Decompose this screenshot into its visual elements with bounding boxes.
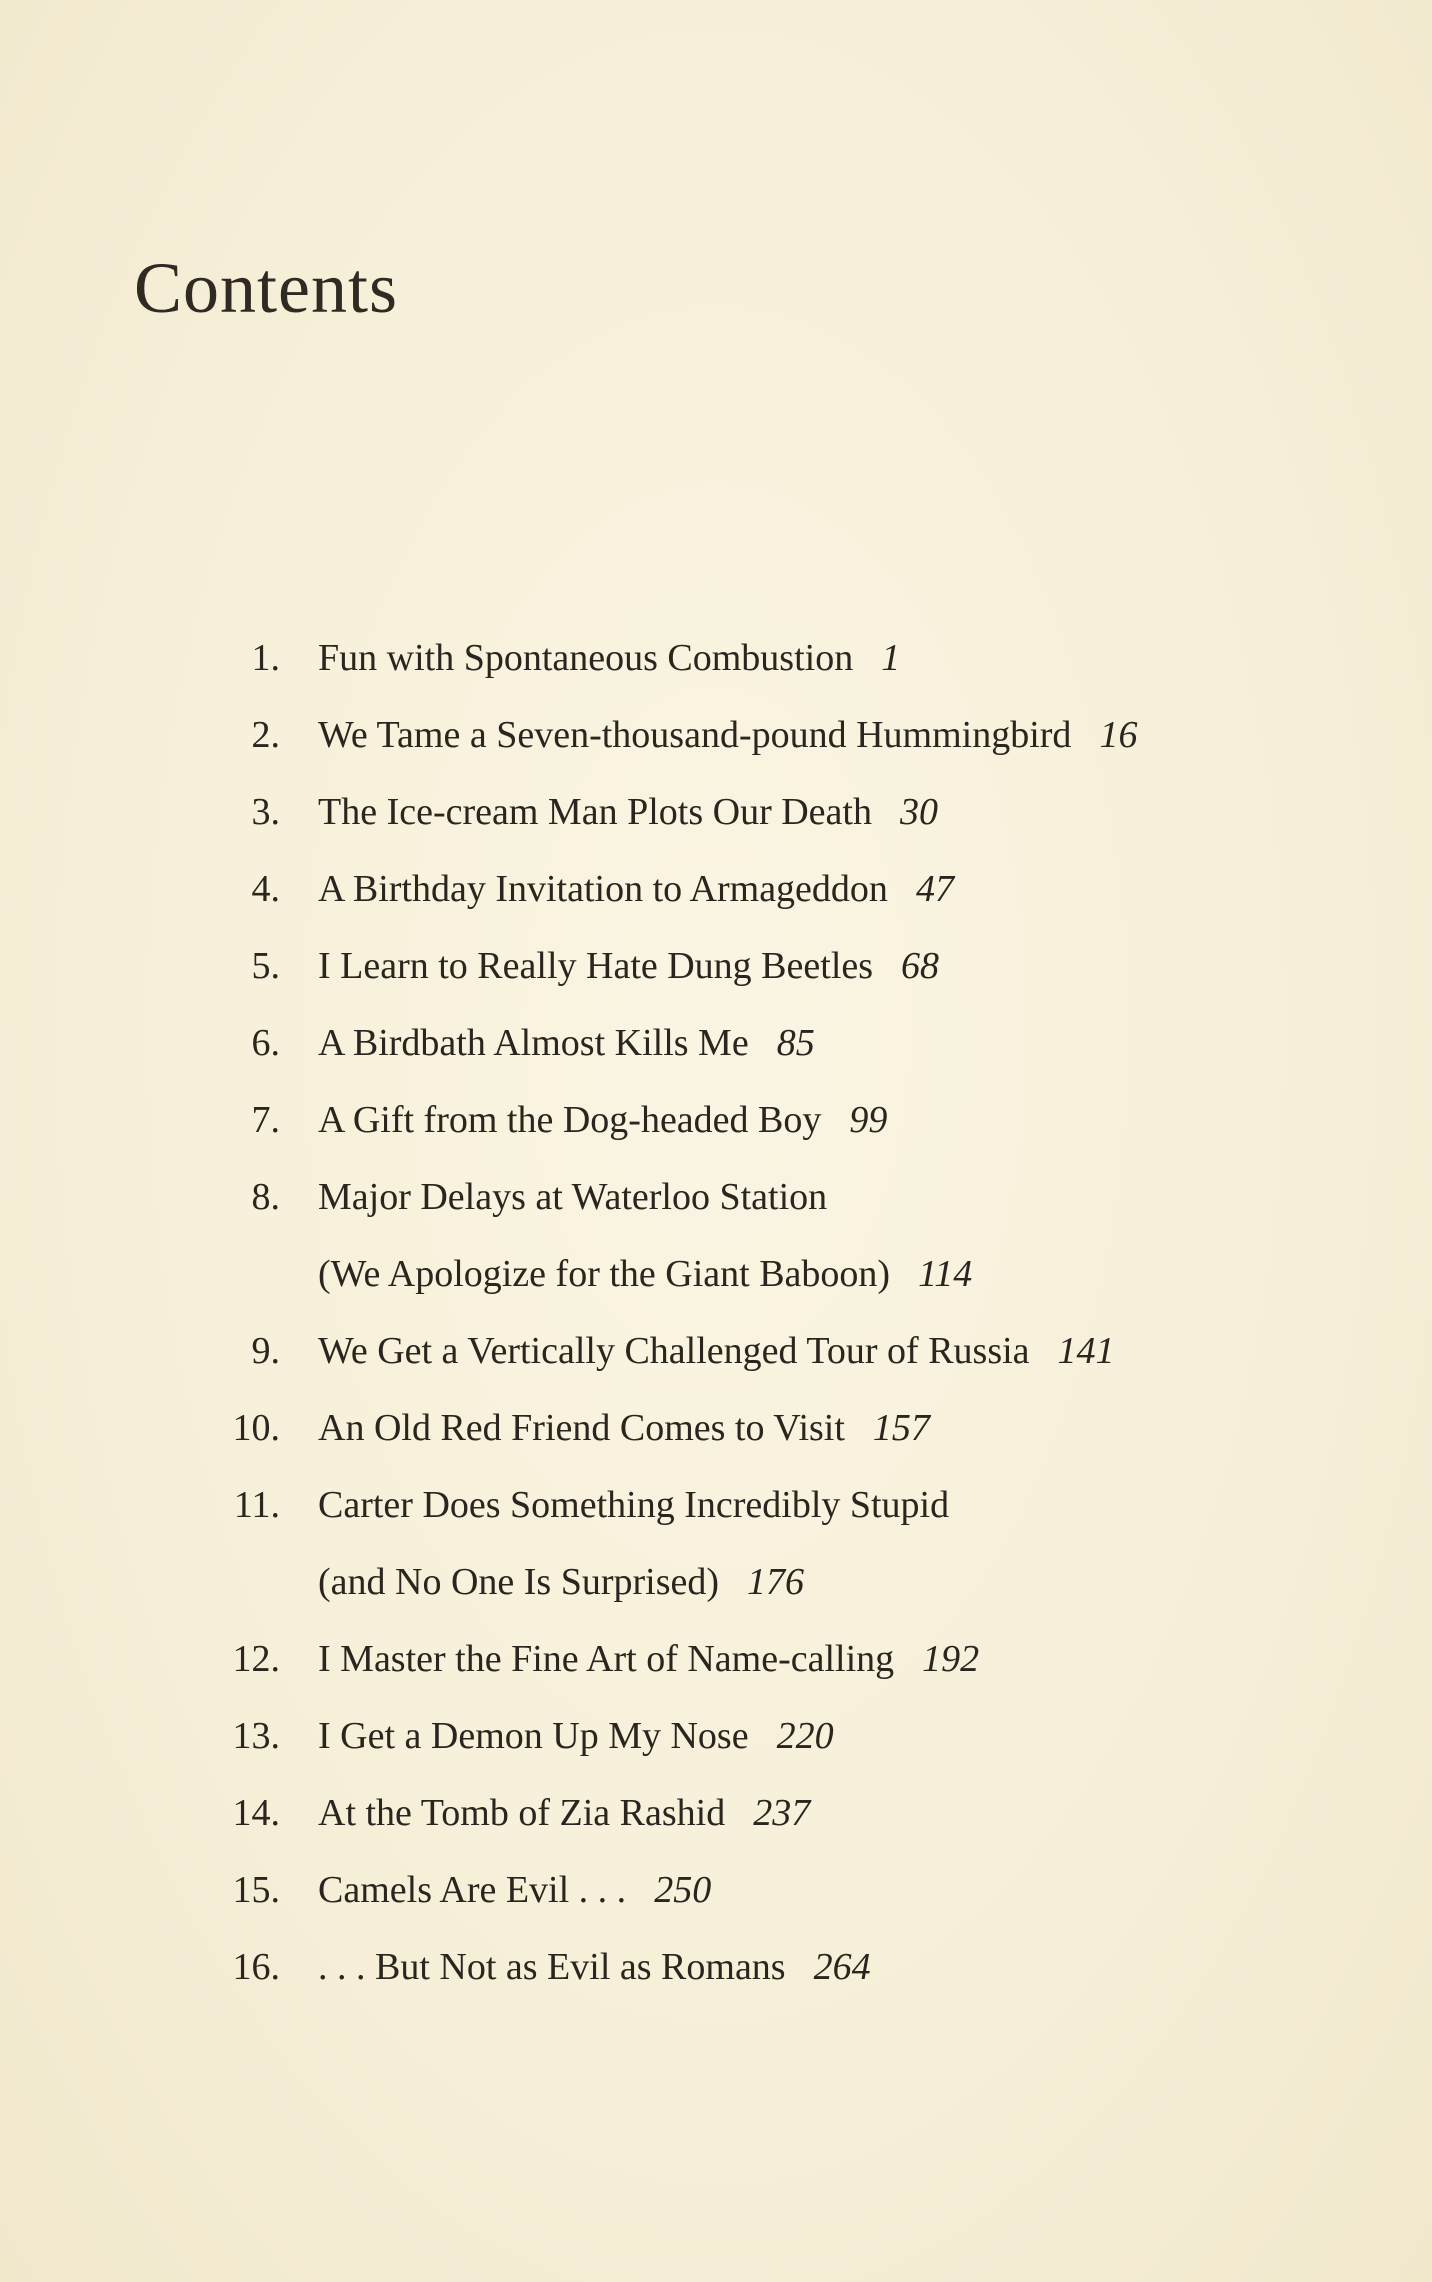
chapter-number: 15. (232, 1869, 280, 1911)
chapter-title (318, 1159, 827, 1236)
toc-line (0, 1390, 1432, 1467)
toc-entry (0, 1929, 1432, 2006)
chapter-title-text: The Ice-cream Man Plots Our Death (318, 791, 872, 833)
toc-line (0, 1159, 1432, 1236)
toc-line (0, 1929, 1432, 2006)
toc-line (0, 1698, 1432, 1775)
page-number: 30 (899, 791, 938, 833)
chapter-title-text: Camels Are Evil . . . (318, 1869, 627, 1911)
toc-line (0, 1005, 1432, 1082)
toc-entry (0, 851, 1432, 928)
toc-entry (0, 620, 1432, 697)
toc-line (0, 1236, 1432, 1313)
chapter-title (318, 1544, 804, 1621)
page-number: 264 (813, 1946, 871, 1988)
toc-line (0, 697, 1432, 774)
toc-entry (0, 697, 1432, 774)
chapter-number: 6. (251, 1022, 280, 1064)
page-number: 16 (1099, 714, 1138, 756)
chapter-number: 10. (232, 1407, 280, 1449)
chapter-title-text: We Get a Vertically Challenged Tour of Russia (318, 1330, 1030, 1372)
toc-line (0, 1082, 1432, 1159)
chapter-title (318, 774, 938, 851)
page-number: 237 (753, 1792, 811, 1834)
chapter-title-text: A Birdbath Almost Kills Me (318, 1022, 749, 1064)
page-number: 47 (915, 868, 954, 910)
chapter-number: 2. (251, 714, 280, 756)
chapter-title-text: (and No One Is Surprised) (318, 1561, 720, 1603)
page-number: 85 (776, 1022, 815, 1064)
page-number: 99 (849, 1099, 888, 1141)
page-title: Contents (134, 248, 399, 328)
chapter-title-text: Major Delays at Waterloo Station (318, 1176, 828, 1218)
chapter-title (318, 1467, 949, 1544)
chapter-title (318, 928, 939, 1005)
toc-line (0, 1467, 1432, 1544)
toc-line (0, 1852, 1432, 1929)
page-number: 157 (872, 1407, 930, 1449)
toc-entry (0, 1698, 1432, 1775)
toc-line (0, 1544, 1432, 1621)
chapter-title-text: Fun with Spontaneous Combustion (318, 637, 854, 679)
page-number: 250 (654, 1869, 712, 1911)
toc-line (0, 620, 1432, 697)
toc-entry (0, 1621, 1432, 1698)
chapter-title-text: Carter Does Something Incredibly Stupid (318, 1484, 950, 1526)
toc-entry (0, 1467, 1432, 1621)
chapter-number: 12. (232, 1638, 280, 1680)
toc-line (0, 928, 1432, 1005)
chapter-number: 3. (251, 791, 280, 833)
chapter-title-text: (We Apologize for the Giant Baboon) (318, 1253, 891, 1295)
chapter-title (318, 1390, 930, 1467)
chapter-title-text: A Birthday Invitation to Armageddon (318, 868, 888, 910)
chapter-number: 13. (232, 1715, 280, 1757)
toc-entry (0, 1159, 1432, 1313)
chapter-title-text: At the Tomb of Zia Rashid (318, 1792, 726, 1834)
page-number: 68 (901, 945, 940, 987)
chapter-number: 11. (233, 1484, 280, 1526)
toc-entry (0, 1082, 1432, 1159)
page-number: 176 (747, 1561, 805, 1603)
chapter-title (318, 1621, 979, 1698)
toc-line (0, 1775, 1432, 1852)
chapter-title (318, 620, 900, 697)
chapter-title-text: I Get a Demon Up My Nose (318, 1715, 749, 1757)
toc-entry (0, 928, 1432, 1005)
chapter-title-text: A Gift from the Dog-headed Boy (318, 1099, 822, 1141)
chapter-title (318, 1005, 815, 1082)
toc-entry (0, 1390, 1432, 1467)
chapter-title (318, 697, 1137, 774)
toc-line (0, 851, 1432, 928)
toc-entry (0, 1313, 1432, 1390)
chapter-title-text: . . . But Not as Evil as Romans (318, 1946, 786, 1988)
chapter-number: 1. (251, 637, 280, 679)
chapter-title-text: We Tame a Seven-thousand-pound Hummingbird (318, 714, 1072, 756)
toc-entry (0, 774, 1432, 851)
chapter-title-text: An Old Red Friend Comes to Visit (318, 1407, 845, 1449)
toc-entry (0, 1005, 1432, 1082)
toc-entry (0, 1775, 1432, 1852)
chapter-number: 14. (232, 1792, 280, 1834)
chapter-title (318, 1313, 1115, 1390)
chapter-number: 16. (232, 1946, 280, 1988)
chapter-number: 9. (251, 1330, 280, 1372)
chapter-title (318, 1929, 871, 2006)
toc-line (0, 1621, 1432, 1698)
table-of-contents (0, 620, 1432, 2006)
chapter-number: 8. (251, 1176, 280, 1218)
toc-entry (0, 1852, 1432, 1929)
chapter-title (318, 1236, 972, 1313)
page-number: 1 (881, 637, 901, 679)
chapter-title (318, 1775, 810, 1852)
chapter-title (318, 1698, 834, 1775)
chapter-number: 7. (251, 1099, 280, 1141)
chapter-number: 5. (251, 945, 280, 987)
chapter-number: 4. (251, 868, 280, 910)
page-number: 141 (1057, 1330, 1115, 1372)
chapter-title (318, 1852, 711, 1929)
chapter-title (318, 851, 954, 928)
chapter-title-text: I Master the Fine Art of Name-calling (318, 1638, 895, 1680)
chapter-title (318, 1082, 887, 1159)
page-number: 192 (922, 1638, 980, 1680)
page-number: 220 (776, 1715, 834, 1757)
toc-line (0, 774, 1432, 851)
toc-line (0, 1313, 1432, 1390)
chapter-title-text: I Learn to Really Hate Dung Beetles (318, 945, 874, 987)
page-number: 114 (918, 1253, 973, 1295)
